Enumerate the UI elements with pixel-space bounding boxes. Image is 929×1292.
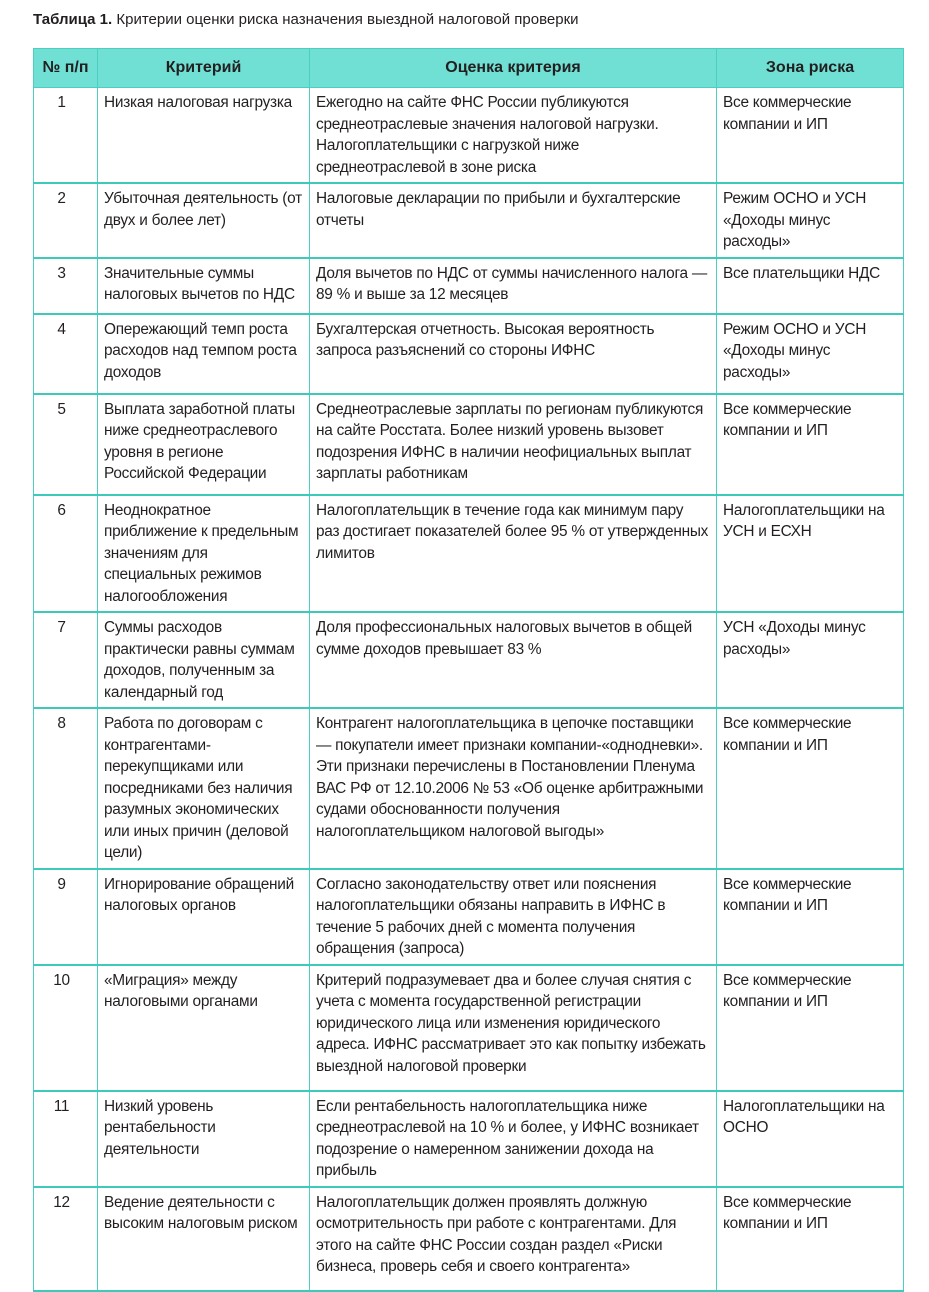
- row-assessment: Если рентабельность налогоплательщика ниже среднеотраслевой на 10 % и более, у ИФНС возникает подозрение о намеренном занижении дохода на прибыль: [310, 1091, 717, 1187]
- row-number: 12: [34, 1187, 98, 1291]
- table-row: [34, 1091, 904, 1187]
- row-number: 7: [34, 612, 98, 708]
- table-row: [34, 314, 904, 394]
- row-zone: Все коммерческие компании и ИП: [717, 965, 904, 1091]
- table-row: [34, 394, 904, 495]
- table-body: [34, 88, 904, 1291]
- row-assessment: Доля профессиональных налоговых вычетов в общей сумме доходов превышает 83 %: [310, 612, 717, 708]
- table-row: [34, 708, 904, 869]
- row-zone: Налогоплательщики на ОСНО: [717, 1091, 904, 1187]
- table-row: [34, 88, 904, 184]
- row-number: 5: [34, 394, 98, 495]
- row-zone: Налогоплательщики на УСН и ЕСХН: [717, 495, 904, 613]
- table-row: [34, 258, 904, 314]
- row-assessment: Критерий подразумевает два и более случая снятия с учета с момента государственной регистрации юридического лица или изменения юридического адреса. ИФНС рассматривает это как попытку избежать выездной налоговой проверки: [310, 965, 717, 1091]
- header-assessment: Оценка критерия: [310, 49, 717, 88]
- row-number: 3: [34, 258, 98, 314]
- row-criterion: Опережающий темп роста расходов над темпом роста доходов: [98, 314, 310, 394]
- row-criterion: Значительные суммы налоговых вычетов по НДС: [98, 258, 310, 314]
- row-criterion: Суммы расходов практически равны суммам доходов, полученным за календарный год: [98, 612, 310, 708]
- row-criterion: Игнорирование обращений налоговых органов: [98, 869, 310, 965]
- table-row: [34, 183, 904, 258]
- table-row: [34, 612, 904, 708]
- row-assessment: Согласно законодательству ответ или пояснения налогоплательщики обязаны направить в ИФНС в течение 5 рабочих дней с момента получения обращения (запроса): [310, 869, 717, 965]
- table-header: [34, 49, 904, 88]
- row-criterion: Низкий уровень рентабельности деятельности: [98, 1091, 310, 1187]
- row-zone: Все плательщики НДС: [717, 258, 904, 314]
- row-criterion: Выплата заработной платы ниже среднеотраслевого уровня в регионе Российской Федерации: [98, 394, 310, 495]
- row-number: 8: [34, 708, 98, 869]
- row-assessment: Налогоплательщик должен проявлять должную осмотрительность при работе с контрагентами. Для этого на сайте ФНС России создан раздел «Риски бизнеса, проверь себя и своего контрагента»: [310, 1187, 717, 1291]
- table-row: [34, 495, 904, 613]
- row-number: 9: [34, 869, 98, 965]
- row-criterion: «Миграция» между налоговыми органами: [98, 965, 310, 1091]
- row-zone: Режим ОСНО и УСН «Доходы минус расходы»: [717, 183, 904, 258]
- row-criterion: Низкая налоговая нагрузка: [98, 88, 310, 184]
- row-assessment: Контрагент налогоплательщика в цепочке поставщики — покупатели имеет признаки компании-«однодневки». Эти признаки перечислены в Постановлении Пленума ВАС РФ от 12.10.2006 № 53 «Об оценке арбитражными судами обоснованности получения налогоплательщиком налоговой выгоды»: [310, 708, 717, 869]
- caption-title: Критерии оценки риска назначения выездной налоговой проверки: [116, 11, 579, 28]
- row-assessment: Среднеотраслевые зарплаты по регионам публикуются на сайте Росстата. Более низкий уровень вызовет подозрения ИФНС в наличии неофициальных выплат зарплаты работникам: [310, 394, 717, 495]
- row-assessment: Доля вычетов по НДС от суммы начисленного налога — 89 % и выше за 12 месяцев: [310, 258, 717, 314]
- table-caption: [33, 11, 579, 28]
- row-number: 1: [34, 88, 98, 184]
- header-num: № п/п: [34, 49, 98, 88]
- row-zone: Все коммерческие компании и ИП: [717, 708, 904, 869]
- row-criterion: Неоднократное приближение к предельным значениям для специальных режимов налогообложения: [98, 495, 310, 613]
- row-number: 6: [34, 495, 98, 613]
- row-zone: Все коммерческие компании и ИП: [717, 869, 904, 965]
- row-number: 2: [34, 183, 98, 258]
- row-zone: Все коммерческие компании и ИП: [717, 88, 904, 184]
- row-zone: Режим ОСНО и УСН «Доходы минус расходы»: [717, 314, 904, 394]
- row-number: 4: [34, 314, 98, 394]
- header-zone: Зона риска: [717, 49, 904, 88]
- row-number: 10: [34, 965, 98, 1091]
- row-zone: Все коммерческие компании и ИП: [717, 1187, 904, 1291]
- row-assessment: Ежегодно на сайте ФНС России публикуются среднеотраслевые значения налоговой нагрузки. Налогоплательщики с нагрузкой ниже среднеотраслевой в зоне риска: [310, 88, 717, 184]
- row-criterion: Убыточная деятельность (от двух и более лет): [98, 183, 310, 258]
- row-criterion: Ведение деятельности с высоким налоговым риском: [98, 1187, 310, 1291]
- caption-label: Таблица 1.: [33, 11, 113, 28]
- table-row: [34, 1187, 904, 1291]
- header-criterion: Критерий: [98, 49, 310, 88]
- row-zone: Все коммерческие компании и ИП: [717, 394, 904, 495]
- row-assessment: Бухгалтерская отчетность. Высокая вероятность запроса разъяснений со стороны ИФНС: [310, 314, 717, 394]
- row-number: 11: [34, 1091, 98, 1187]
- table-row: [34, 869, 904, 965]
- row-zone: УСН «Доходы минус расходы»: [717, 612, 904, 708]
- risk-criteria-table: [33, 48, 904, 1292]
- table-row: [34, 965, 904, 1091]
- row-assessment: Налоговые декларации по прибыли и бухгалтерские отчеты: [310, 183, 717, 258]
- row-assessment: Налогоплательщик в течение года как минимум пару раз достигает показателей более 95 % от утвержденных лимитов: [310, 495, 717, 613]
- row-criterion: Работа по договорам с контрагентами-перекупщиками или посредниками без наличия разумных экономических или иных причин (деловой цели): [98, 708, 310, 869]
